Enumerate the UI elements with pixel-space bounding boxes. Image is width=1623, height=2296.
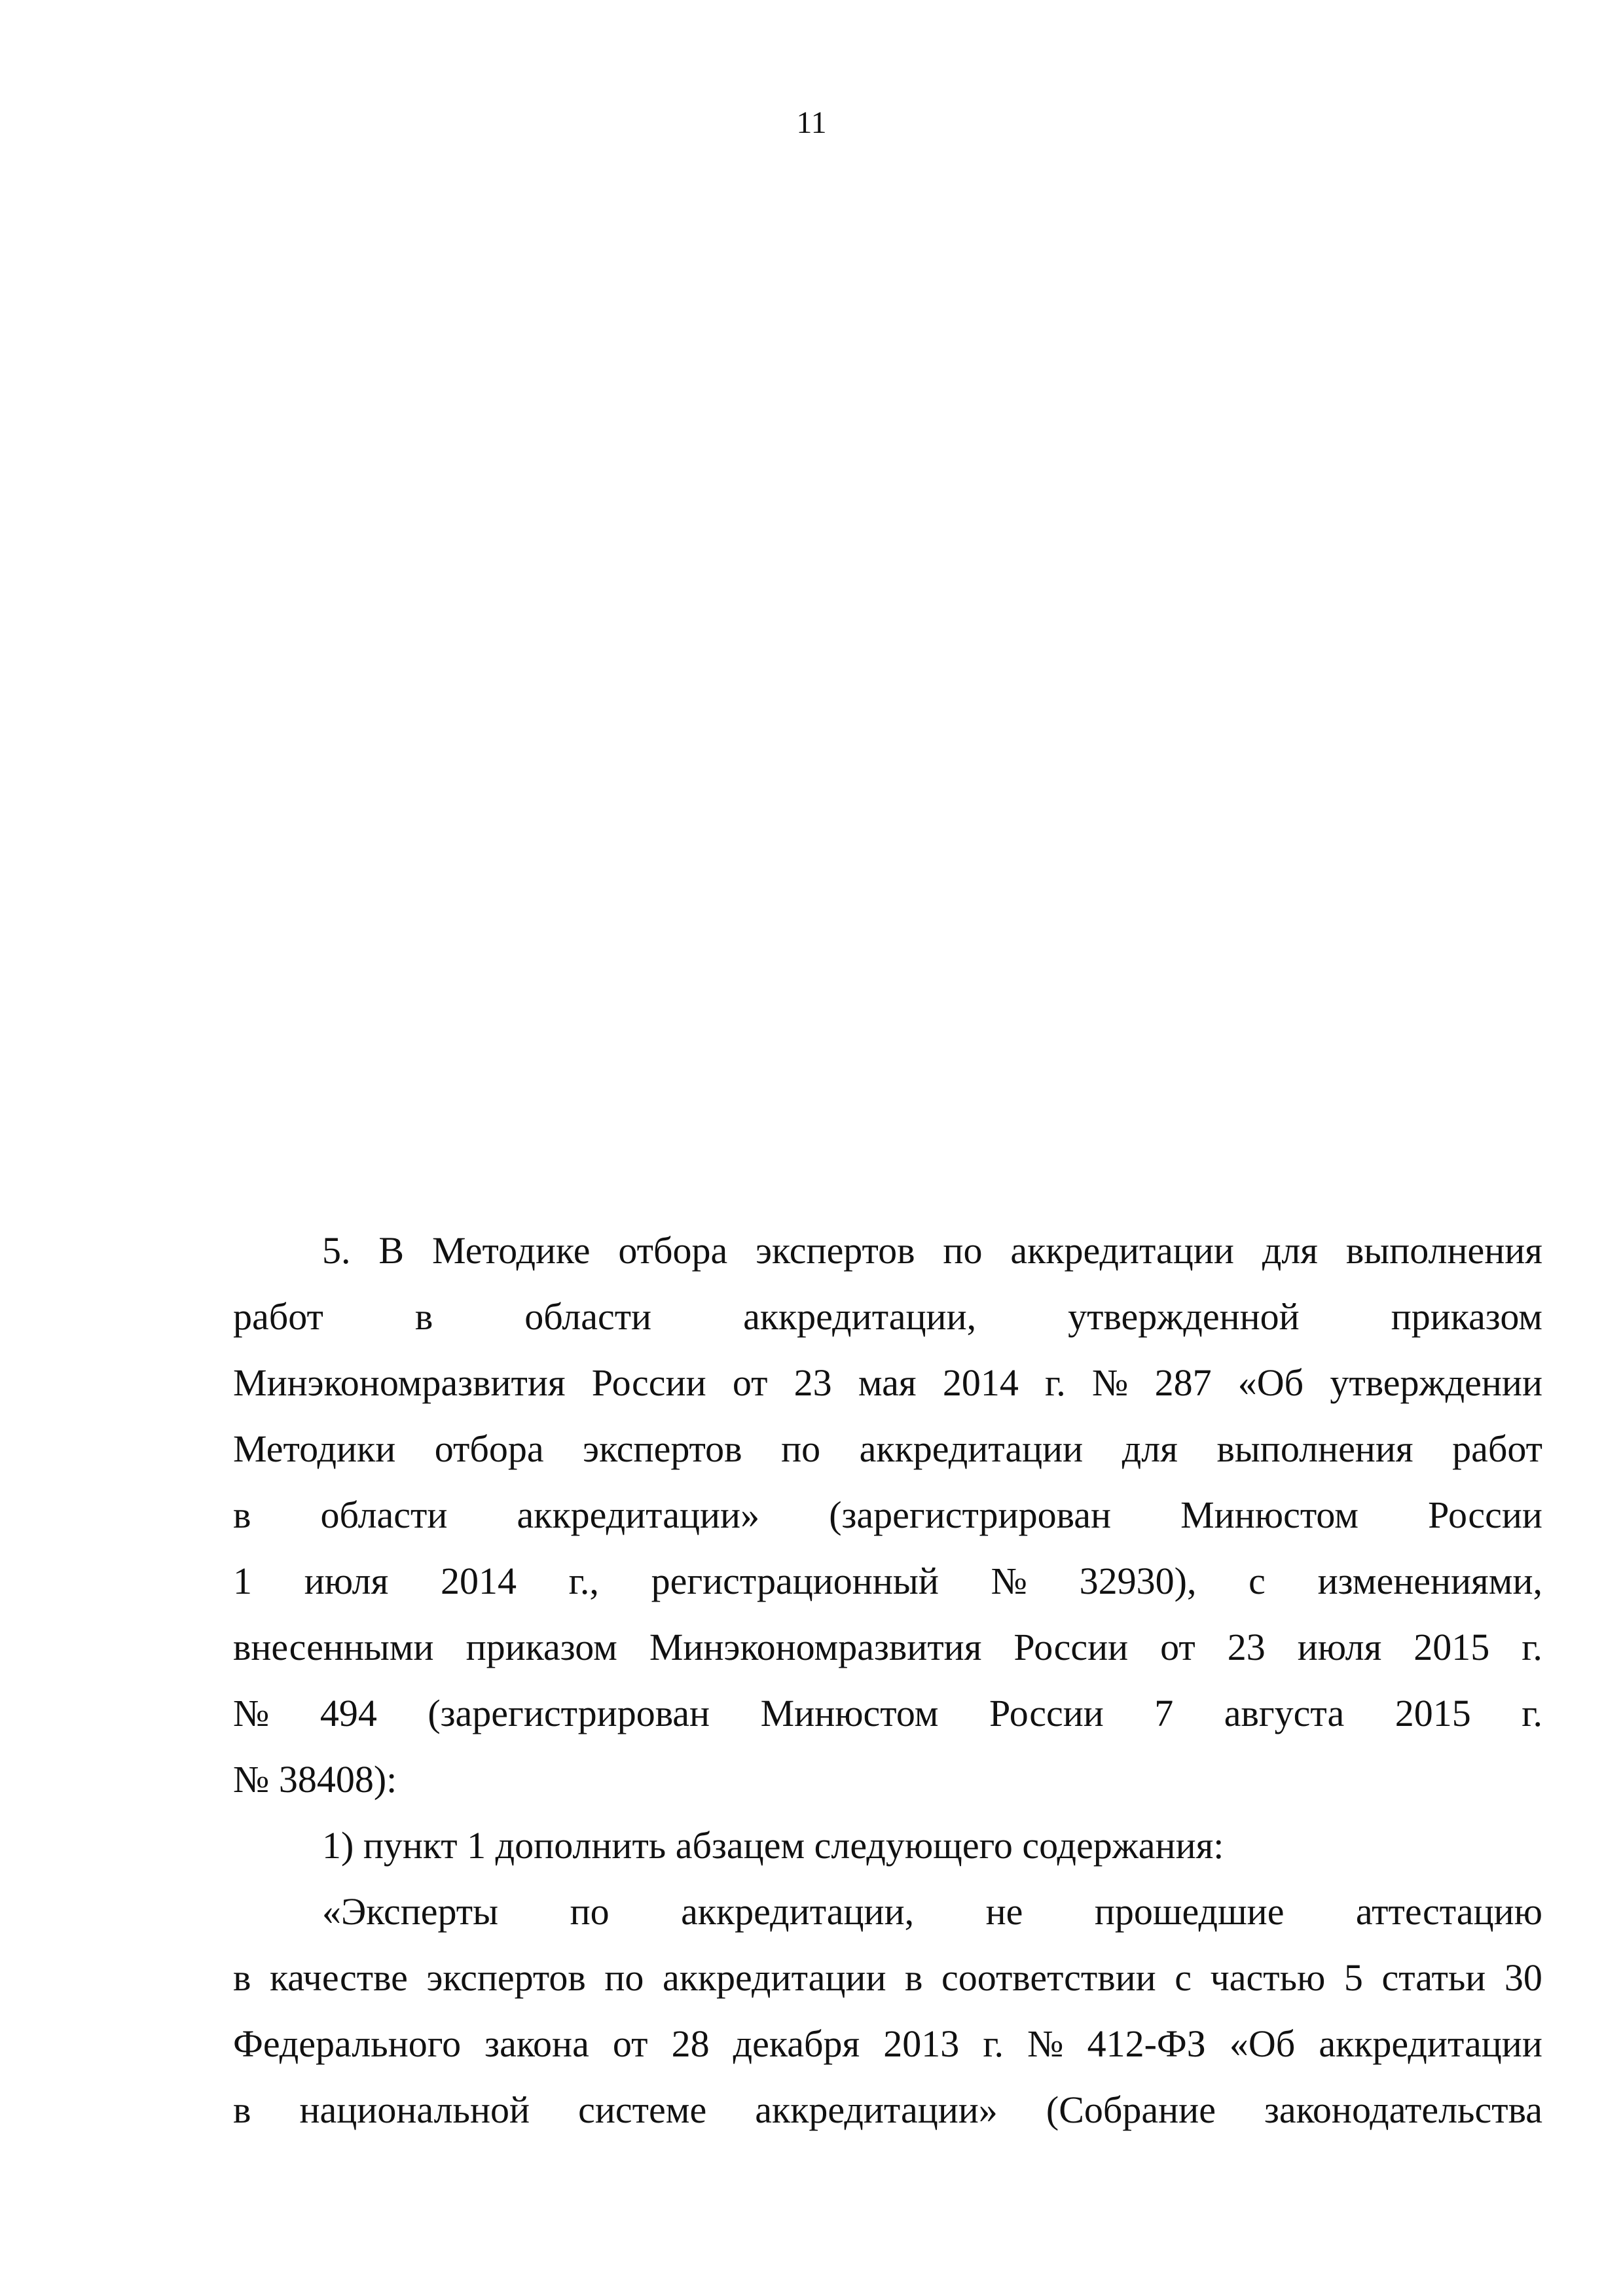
text-word: 2015 [1413,1626,1490,1668]
text-word: области [524,1295,652,1338]
text-word: № 38408): [233,1758,397,1801]
text-line [233,1548,1542,1614]
text-word: России [591,1361,706,1404]
text-word: России [1013,1626,1129,1668]
text-word: аккредитации [662,1956,886,1999]
text-word: работ [1452,1427,1542,1470]
text-word: 2013 [883,2022,960,2065]
text-word: (зарегистрирован [829,1494,1111,1536]
text-word: частью [1210,1956,1326,1999]
text-word: (зарегистрирован [428,1692,710,1734]
text-word: 32930), [1079,1560,1197,1602]
text-word: приказом [1391,1295,1542,1338]
text-word: аккредитации» [517,1494,760,1536]
text-word: аккредитации [1319,2022,1542,2065]
text-word: № [991,1560,1027,1602]
text-word: в [233,2089,251,2131]
text-word: в [233,1956,251,1999]
text-word: от [732,1361,768,1404]
text-word: августа [1224,1692,1345,1734]
text-word: системе [578,2089,707,2131]
text-word: Минэкономразвития [649,1626,982,1668]
text-line [233,1614,1542,1680]
text-word: № [1092,1361,1129,1404]
text-word: 494 [319,1692,377,1734]
text-word: качестве [269,1956,408,1999]
text-word: «Об [1237,1361,1304,1404]
text-word: с [1249,1560,1266,1602]
text-word: 23 [793,1361,832,1404]
text-word: 1) пункт 1 дополнить абзацем следующего содержания: [322,1824,1224,1867]
text-word: России [989,1692,1104,1734]
text-word: Минэкономразвития [233,1361,566,1404]
text-word: 1 [233,1560,252,1602]
text-word: № [233,1692,270,1734]
text-word: аккредитации, [743,1295,977,1338]
text-word: прошедшие [1094,1890,1285,1933]
text-word: по [943,1229,983,1272]
text-word: г. [983,2022,1004,2065]
text-line [233,2011,1542,2077]
text-word: 2014 [440,1560,517,1602]
text-line [233,1283,1542,1350]
text-line [233,1945,1542,2011]
text-word: изменениями, [1317,1560,1542,1602]
text-word: г., [568,1560,599,1602]
text-word: Минюстом [1180,1494,1359,1536]
text-line [233,1482,1542,1548]
text-line [233,1746,1542,1812]
text-word: аккредитации, [681,1890,915,1933]
text-word: для [1122,1427,1178,1470]
text-word: утвержденной [1068,1295,1300,1338]
text-word: 2015 [1395,1692,1471,1734]
text-word: В [378,1229,405,1272]
text-line [233,1416,1542,1482]
text-word: для [1262,1229,1318,1272]
text-line [233,1878,1542,1945]
text-line [233,1680,1542,1746]
text-word: декабря [733,2022,860,2065]
text-word: по [604,1956,644,1999]
text-word: 287 [1154,1361,1212,1404]
text-word: 7 [1154,1692,1174,1734]
text-word: от [1160,1626,1195,1668]
text-word: по [781,1427,821,1470]
text-word: июля [304,1560,389,1602]
text-word: (Собрание [1046,2089,1216,2131]
text-word: 5. [322,1229,351,1272]
text-word: от [612,2022,648,2065]
text-line [233,1812,1542,1878]
text-word: не [985,1890,1023,1933]
text-word: «Об [1229,2022,1296,2065]
text-line [233,1350,1542,1416]
text-word: отбора [618,1229,728,1272]
text-word: с [1175,1956,1192,1999]
text-word: аккредитации [1010,1229,1234,1272]
text-word: выполнения [1216,1427,1413,1470]
text-word: 30 [1504,1956,1542,1999]
text-word: области [320,1494,448,1536]
text-word: России [1428,1494,1542,1536]
text-word: статьи [1381,1956,1486,1999]
text-word: 2014 [942,1361,1019,1404]
text-word: г. [1045,1361,1066,1404]
text-word: экспертов [426,1956,586,1999]
text-word: г. [1522,1626,1542,1668]
text-word: в [233,1494,251,1536]
text-word: Федерального [233,2022,462,2065]
text-line [233,1217,1542,1283]
text-word: Минюстом [760,1692,939,1734]
text-word: аттестацию [1355,1890,1542,1933]
text-word: 28 [671,2022,710,2065]
text-word: регистрационный [651,1560,939,1602]
text-word: закона [484,2022,589,2065]
text-word: в [414,1295,433,1338]
text-word: экспертов [583,1427,742,1470]
text-word: национальной [299,2089,530,2131]
text-word: г. [1522,1692,1542,1734]
text-word: приказом [465,1626,617,1668]
document-body [233,1217,1542,2143]
text-word: «Эксперты [322,1890,499,1933]
text-word: 5 [1343,1956,1363,1999]
text-word: в [905,1956,923,1999]
text-line [233,2077,1542,2143]
text-word: июля [1297,1626,1382,1668]
page-number: 11 [796,105,827,140]
text-word: аккредитации [859,1427,1084,1470]
text-word: 23 [1227,1626,1266,1668]
text-word: аккредитации» [755,2089,998,2131]
text-word: 412-ФЗ [1087,2022,1206,2065]
text-word: работ [233,1295,323,1338]
text-word: выполнения [1345,1229,1542,1272]
text-word: отбора [434,1427,544,1470]
text-word: законодательства [1264,2089,1542,2131]
text-word: утверждении [1330,1361,1542,1404]
text-word: Методики [233,1427,396,1470]
text-word: Методике [432,1229,591,1272]
text-word: № [1027,2022,1064,2065]
text-word: экспертов [756,1229,915,1272]
text-word: мая [858,1361,917,1404]
text-word: внесенными [233,1626,434,1668]
text-word: соответствии [941,1956,1156,1999]
text-word: по [570,1890,610,1933]
